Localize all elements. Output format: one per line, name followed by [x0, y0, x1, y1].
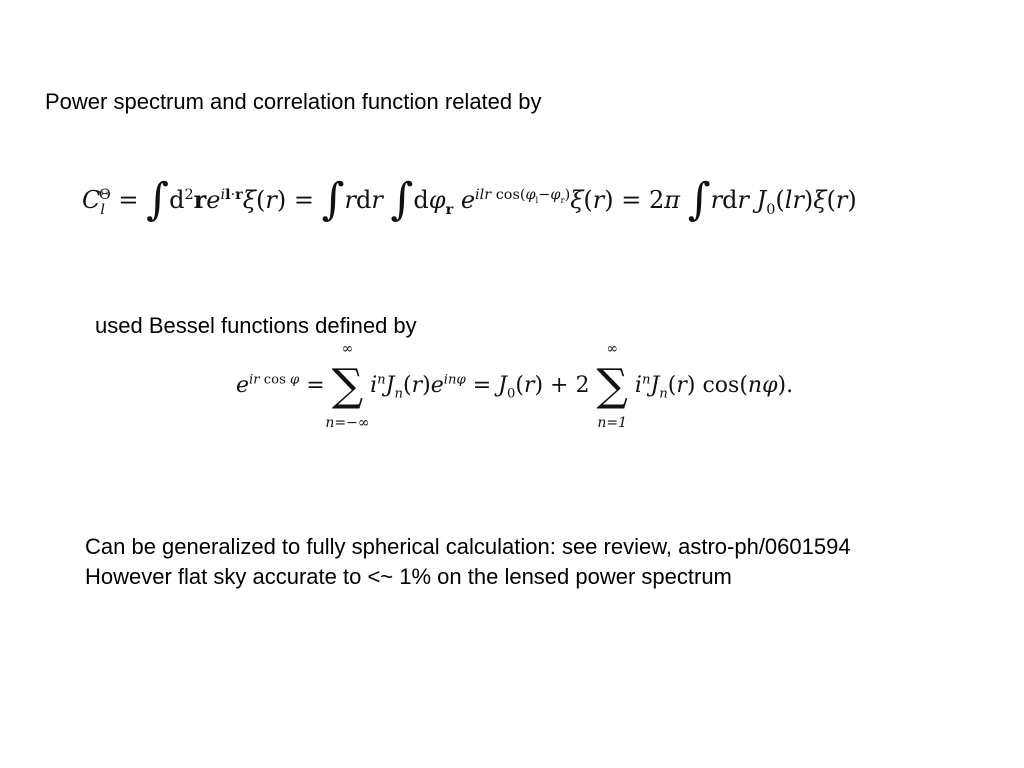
- sum-symbol: ∞ ∑ n=−∞: [325, 341, 370, 431]
- generalized-text: Can be generalized to fully spherical calculation: see review, astro-ph/0601594: [85, 534, 851, 559]
- intro-text: Power spectrum and correlation function related by: [45, 89, 542, 114]
- power-spectrum-equation: $C_l^\Theta = \int d^2re^{il\cdot r}\xi(r) = \int rdr$ $\int d\varphi_r$ $e^{ilr cos(\varphi_l-\varphi_r)}\xi(r) = 2\pi$ ∫rdr $J_0(lr)\xi(r)$: [82, 174, 857, 225]
- sum-symbol: ∞ ∑ n=1: [596, 341, 628, 431]
- bessel-note-text: used Bessel functions defined by: [95, 313, 417, 338]
- flat-sky-text: However flat sky accurate to <~ 1% on the lensed power spectrum: [85, 564, 732, 589]
- bessel-expansion-equation: $e^{ir cos \varphi}$ = ∞ ∑ n=−∞ $i^nJ_n(r)e^{in\varphi} = J_0(r) + 2$ ∞ ∑ n=1 $i^nJ_n(r)$ cos(nφ).: [236, 341, 794, 431]
